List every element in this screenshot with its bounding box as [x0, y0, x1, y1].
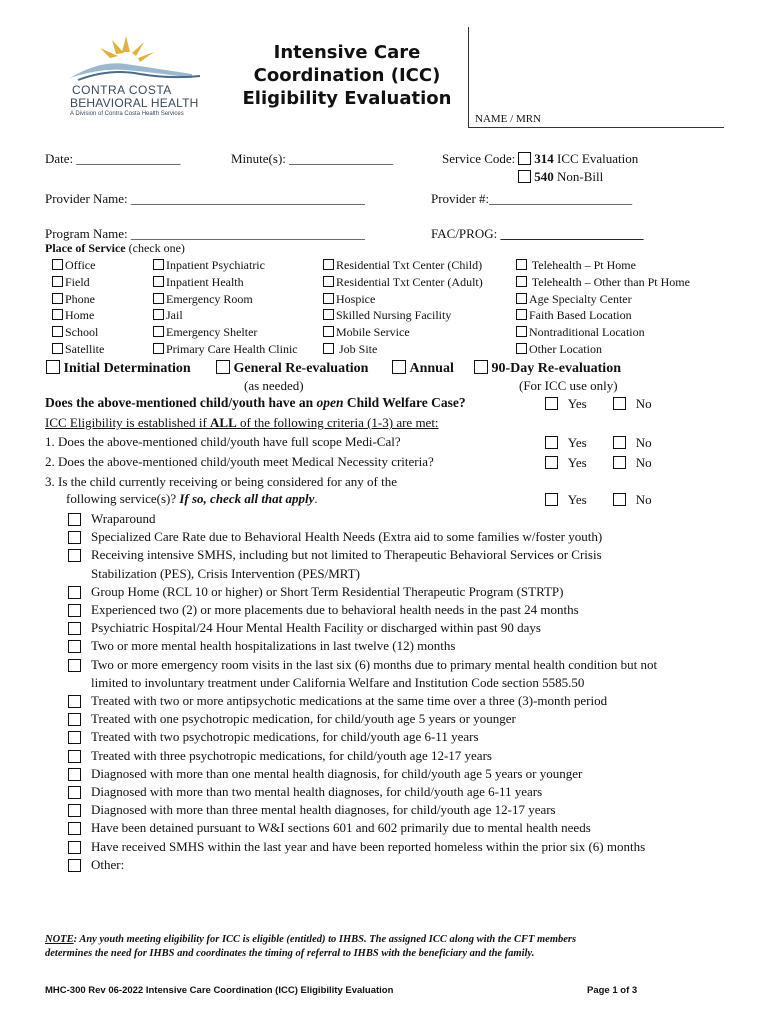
title-line-3: Eligibility Evaluation	[242, 88, 452, 109]
q1-no[interactable]	[613, 435, 652, 451]
q3-yes[interactable]	[545, 492, 587, 508]
place-of-service-heading	[45, 241, 185, 256]
note-label: NOTE	[45, 934, 74, 945]
place-of-service-checkbox[interactable]	[52, 259, 63, 270]
service-code-label: Service Code:	[442, 151, 516, 166]
q1-yes-checkbox[interactable]	[545, 436, 558, 449]
criteria-text: Treated with two or more antipsychotic medications at the same time over a three (3)-month period	[91, 693, 608, 708]
cwc-yes[interactable]	[545, 396, 587, 412]
cwc-no-checkbox[interactable]	[613, 397, 626, 410]
place-of-service-label: Inpatient Psychiatric	[166, 258, 265, 272]
place-of-service-option[interactable]	[52, 308, 94, 323]
place-of-service-checkbox[interactable]	[323, 326, 334, 337]
cwc-no[interactable]	[613, 396, 652, 412]
fac-prog-line: ______________________	[500, 226, 644, 241]
q3-no-checkbox[interactable]	[613, 493, 626, 506]
place-of-service-checkbox[interactable]	[323, 259, 334, 270]
q3-part-c: .	[314, 491, 318, 506]
eval-ninety-day-sub: (For ICC use only)	[519, 378, 618, 393]
q3-yes-label: Yes	[567, 492, 587, 507]
eval-general-checkbox[interactable]	[216, 360, 230, 374]
place-of-service-label: Primary Care Health Clinic	[166, 342, 298, 356]
criteria-checkbox[interactable]	[68, 750, 81, 763]
footer-form-id: MHC-300 Rev 06-2022 Intensive Care Coordination (ICC) Eligibility Evaluation	[45, 985, 394, 996]
name-mrn-field[interactable]	[468, 127, 724, 128]
criteria-checkbox[interactable]	[68, 604, 81, 617]
place-of-service-heading-bold: Place of Service	[45, 241, 126, 255]
q2-yes-label: Yes	[567, 455, 587, 470]
q1-no-checkbox[interactable]	[613, 436, 626, 449]
cwc-part-b: open	[316, 395, 344, 410]
cwc-yes-label: Yes	[567, 396, 587, 411]
place-of-service-label: Other Location	[529, 342, 602, 356]
criteria-text: Have been detained pursuant to W&I sections 601 and 602 primarily due to mental health needs	[91, 820, 591, 836]
place-of-service-label: Office	[65, 258, 96, 272]
place-of-service-option[interactable]	[153, 308, 183, 323]
footer-page-number: Page 1 of 3	[587, 985, 638, 996]
place-of-service-checkbox[interactable]	[516, 276, 527, 287]
q3-yes-checkbox[interactable]	[545, 493, 558, 506]
criteria-text: Specialized Care Rate due to Behavioral Health Needs (Extra aid to some families w/foster youth)	[91, 529, 603, 545]
place-of-service-option[interactable]	[516, 342, 602, 357]
title-line-2: Coordination (ICC)	[253, 65, 441, 86]
place-of-service-option[interactable]	[153, 292, 253, 307]
criteria-checkbox[interactable]	[68, 859, 81, 872]
criteria-checkbox[interactable]	[68, 695, 81, 708]
criteria-checkbox[interactable]	[68, 804, 81, 817]
place-of-service-option[interactable]	[323, 258, 482, 273]
place-of-service-checkbox[interactable]	[153, 343, 164, 354]
place-of-service-option[interactable]	[516, 275, 690, 290]
cwc-no-label: No	[635, 396, 652, 411]
place-of-service-option[interactable]	[323, 292, 375, 307]
program-name-field[interactable]: Program Name: ____________________________________	[45, 226, 365, 241]
place-of-service-checkbox[interactable]	[153, 293, 164, 304]
service-code-314-text: ICC Evaluation	[553, 151, 639, 166]
eval-initial-label: Initial Determination	[63, 361, 191, 376]
place-of-service-checkbox[interactable]	[516, 343, 527, 354]
place-of-service-label: Inpatient Health	[166, 274, 244, 289]
q2-yes[interactable]	[545, 455, 587, 471]
place-of-service-option[interactable]	[52, 342, 104, 357]
eval-annual-label: Annual	[409, 361, 454, 376]
place-of-service-option[interactable]	[323, 275, 483, 290]
place-of-service-label: Age Specialty Center	[529, 291, 632, 306]
criteria-text: Two or more emergency room visits in the last six (6) months due to primary mental health condition but not	[91, 656, 658, 672]
place-of-service-checkbox[interactable]	[516, 259, 527, 270]
place-of-service-label: Skilled Nursing Facility	[336, 308, 452, 323]
criteria-text: Treated with one psychotropic medication, for child/youth age 5 years or younger	[91, 711, 516, 727]
eval-ninety-day-checkbox[interactable]	[474, 360, 488, 374]
place-of-service-checkbox[interactable]	[153, 276, 164, 287]
child-welfare-question	[45, 395, 466, 411]
place-of-service-option[interactable]	[153, 325, 257, 340]
place-of-service-checkbox[interactable]	[153, 259, 164, 270]
service-code-540-text: Non-Bill	[553, 169, 604, 184]
eligibility-statement	[45, 415, 439, 431]
service-code-314-checkbox[interactable]	[518, 152, 531, 165]
place-of-service-label: Telehealth – Pt Home	[529, 258, 636, 272]
logo-line1: CONTRA COSTA	[72, 83, 172, 97]
q2-no-checkbox[interactable]	[613, 456, 626, 469]
q1-yes[interactable]	[545, 435, 587, 451]
fac-prog-label: FAC/PROG:	[431, 226, 501, 241]
place-of-service-option[interactable]	[52, 292, 95, 307]
place-of-service-checkbox[interactable]	[516, 309, 527, 320]
cwc-part-a: Does the above-mentioned child/youth have an	[45, 395, 317, 410]
eval-initial-checkbox[interactable]	[46, 360, 60, 374]
place-of-service-checkbox[interactable]	[516, 326, 527, 337]
date-field[interactable]: Date: ________________	[45, 151, 181, 166]
criteria-text: Treated with three psychotropic medications, for child/youth age 12-17 years	[91, 747, 492, 763]
criteria-text-continued: Stabilization (PES), Crisis Intervention (PES/MRT)	[91, 565, 360, 581]
q1-no-label: No	[635, 435, 652, 450]
criteria-checkbox[interactable]	[68, 659, 81, 672]
fac-prog-field[interactable]	[431, 226, 643, 242]
place-of-service-option[interactable]	[516, 308, 632, 323]
place-of-service-label: Jail	[166, 308, 183, 323]
criteria-checkbox[interactable]	[68, 713, 81, 726]
place-of-service-checkbox[interactable]	[516, 293, 527, 304]
logo-tagline: A Division of Contra Costa Health Services	[70, 111, 184, 117]
eval-initial[interactable]	[46, 360, 191, 377]
place-of-service-option[interactable]	[153, 342, 298, 357]
place-of-service-option[interactable]	[52, 325, 98, 340]
logo-line2: BEHAVIORAL HEALTH	[70, 96, 199, 110]
q3-no[interactable]	[613, 492, 652, 508]
name-mrn-divider	[468, 27, 469, 127]
cwc-part-c: Child Welfare Case?	[343, 395, 466, 410]
logo	[60, 34, 210, 124]
place-of-service-checkbox[interactable]	[153, 326, 164, 337]
place-of-service-checkbox[interactable]	[52, 326, 63, 337]
q3-part-a: following service(s)?	[66, 491, 180, 506]
place-of-service-option[interactable]	[52, 275, 90, 290]
minutes-field[interactable]: Minute(s): ________________	[231, 151, 394, 166]
place-of-service-checkbox[interactable]	[52, 293, 63, 304]
q2-no-label: No	[635, 455, 652, 470]
criteria-checkbox[interactable]	[68, 640, 81, 653]
criteria-checkbox[interactable]	[68, 549, 81, 562]
place-of-service-checkbox[interactable]	[52, 309, 63, 320]
note-text-1: : Any youth meeting eligibility for ICC is eligible (entitled) to IHBS. The assigned ICC along with the CFT members	[73, 934, 577, 945]
place-of-service-option[interactable]	[153, 275, 244, 290]
criteria-text: Diagnosed with more than two mental health diagnoses, for child/youth age 6-11 years	[91, 784, 543, 799]
criteria-text: Diagnosed with more than three mental health diagnoses, for child/youth age 12-17 years	[91, 802, 556, 818]
service-code-540-number: 540	[534, 169, 554, 184]
place-of-service-heading-rest: (check one)	[125, 241, 185, 255]
place-of-service-label: Satellite	[65, 342, 105, 356]
eval-general[interactable]	[216, 360, 368, 377]
eval-ninety-day-label: 90-Day Re-evaluation	[491, 361, 621, 376]
service-code-314[interactable]	[518, 151, 638, 167]
question-3-line2	[66, 491, 318, 507]
place-of-service-label: Home	[65, 308, 95, 323]
criteria-checkbox[interactable]	[68, 768, 81, 781]
place-of-service-checkbox[interactable]	[52, 276, 63, 287]
criteria-text: Experienced two (2) or more placements due to behavioral health needs in the past 24 months	[91, 602, 579, 617]
eval-annual-checkbox[interactable]	[392, 360, 406, 374]
place-of-service-checkbox[interactable]	[323, 293, 334, 304]
question-2: 2. Does the above-mentioned child/youth meet Medical Necessity criteria?	[45, 454, 434, 469]
place-of-service-option[interactable]	[516, 292, 632, 307]
place-of-service-label: Residential Txt Center (Adult)	[336, 274, 483, 289]
q2-no[interactable]	[613, 455, 652, 471]
criteria-checkbox[interactable]	[68, 531, 81, 544]
place-of-service-checkbox[interactable]	[323, 309, 334, 320]
criteria-checkbox[interactable]	[68, 731, 81, 744]
criteria-text: Treated with two psychotropic medications, for child/youth age 6-11 years	[91, 729, 479, 745]
place-of-service-label: Nontraditional Location	[529, 325, 645, 340]
q1-yes-label: Yes	[567, 435, 587, 450]
place-of-service-option[interactable]	[52, 258, 95, 273]
criteria-checkbox[interactable]	[68, 841, 81, 854]
service-code-540-checkbox[interactable]	[518, 170, 531, 183]
q3-part-b: If so, check all that apply	[179, 491, 315, 506]
place-of-service-label: School	[65, 325, 99, 340]
cwc-yes-checkbox[interactable]	[545, 397, 558, 410]
criteria-checkbox[interactable]	[68, 513, 81, 526]
q2-yes-checkbox[interactable]	[545, 456, 558, 469]
place-of-service-checkbox[interactable]	[52, 343, 63, 354]
q3-no-label: No	[635, 492, 652, 507]
place-of-service-option[interactable]	[516, 325, 645, 340]
sun-mountain-logo-icon	[60, 34, 210, 84]
place-of-service-label: Telehealth – Other than Pt Home	[529, 274, 690, 289]
place-of-service-option[interactable]	[323, 325, 410, 340]
service-code-314-number: 314	[534, 151, 554, 166]
place-of-service-option[interactable]	[153, 258, 265, 273]
place-of-service-checkbox[interactable]	[153, 309, 164, 320]
place-of-service-label: Emergency Shelter	[166, 325, 258, 340]
criteria-text: Receiving intensive SMHS, including but not limited to Therapeutic Behavioral Services or Crisis	[91, 547, 602, 563]
elig-part-a: ICC Eligibility is established if	[45, 415, 211, 430]
place-of-service-label: Hospice	[336, 291, 376, 306]
service-code-540[interactable]	[518, 169, 603, 185]
place-of-service-option[interactable]	[516, 258, 636, 273]
place-of-service-option[interactable]	[323, 308, 451, 323]
eval-ninety-day[interactable]	[474, 360, 621, 377]
place-of-service-label: Faith Based Location	[529, 308, 632, 323]
name-mrn-label: NAME / MRN	[475, 113, 542, 125]
eval-general-sub: (as needed)	[244, 378, 304, 393]
criteria-text-continued: limited to involuntary treatment under California Welfare and Institution Code section 5585.50	[91, 674, 585, 690]
place-of-service-label: Emergency Room	[166, 291, 253, 306]
place-of-service-option[interactable]	[323, 342, 377, 357]
elig-part-b: ALL	[210, 415, 237, 430]
elig-part-c: of the following criteria (1-3) are met:	[236, 415, 439, 430]
place-of-service-label: Job Site	[336, 342, 378, 356]
criteria-text: Have received SMHS within the last year and have been reported homeless within the prior six (6) months	[91, 838, 646, 854]
question-1: 1. Does the above-mentioned child/youth have full scope Medi-Cal?	[45, 434, 401, 449]
provider-number-field[interactable]: Provider #:______________________	[431, 191, 633, 206]
place-of-service-checkbox[interactable]	[323, 343, 334, 354]
form-title	[232, 41, 462, 110]
criteria-text: Psychiatric Hospital/24 Hour Mental Health Facility or discharged within past 90 days	[91, 620, 541, 636]
note	[45, 934, 576, 945]
criteria-text: Group Home (RCL 10 or higher) or Short Term Residential Therapeutic Program (STRTP)	[91, 583, 564, 599]
place-of-service-label: Field	[65, 274, 90, 289]
eval-annual[interactable]	[392, 360, 454, 377]
criteria-text: Other:	[91, 856, 125, 872]
place-of-service-label: Phone	[65, 291, 95, 306]
title-line-1: Intensive Care	[273, 42, 421, 63]
question-3-line1: 3. Is the child currently receiving or being considered for any of the	[45, 474, 397, 489]
criteria-text: Two or more mental health hospitalizations in last twelve (12) months	[91, 638, 456, 654]
criteria-checkbox[interactable]	[68, 622, 81, 635]
eval-general-label: General Re-evaluation	[233, 361, 369, 376]
note-line-2: determines the need for IHBS and coordinates the timing of referral to IHBS with the beneficiary and the family.	[45, 948, 535, 959]
provider-name-field[interactable]: Provider Name: ____________________________________	[45, 191, 365, 206]
criteria-checkbox[interactable]	[68, 822, 81, 835]
criteria-checkbox[interactable]	[68, 786, 81, 799]
criteria-checkbox[interactable]	[68, 586, 81, 599]
criteria-text: Diagnosed with more than one mental health diagnosis, for child/youth age 5 years or younger	[91, 765, 583, 781]
place-of-service-label: Residential Txt Center (Child)	[336, 258, 483, 272]
place-of-service-label: Mobile Service	[336, 325, 410, 340]
criteria-text: Wraparound	[91, 511, 156, 526]
place-of-service-checkbox[interactable]	[323, 276, 334, 287]
